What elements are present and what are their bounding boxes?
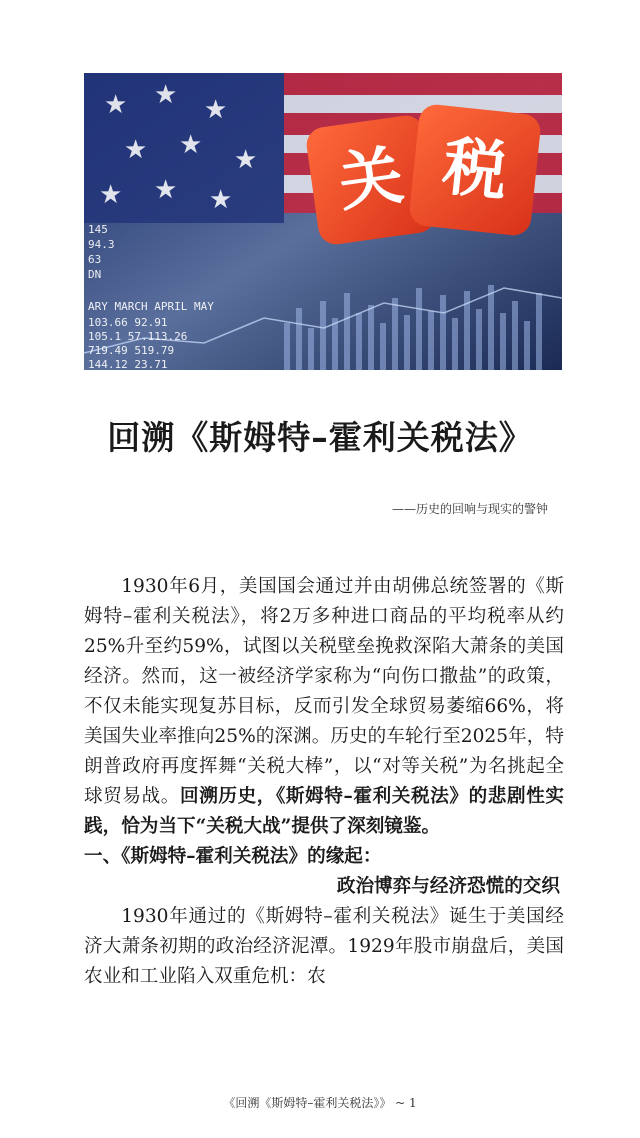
page-footer: 《回溯《斯姆特–霍利关税法》》 ~ 1	[223, 1096, 417, 1110]
svg-text:★: ★	[154, 80, 178, 110]
dice-left-label: 关	[334, 138, 408, 222]
ticker-row: 105.1 57.113.26	[88, 330, 188, 343]
section-subheading: 政治博弈与经济恐慌的交织	[336, 876, 560, 897]
ticker-side: 94.3	[88, 238, 115, 251]
ticker-row: 719.49 519.79	[88, 344, 175, 357]
svg-text:★: ★	[179, 130, 203, 160]
ticker-side: 145	[88, 223, 108, 236]
ticker-row: 144.12 23.71	[88, 358, 168, 370]
svg-text:★: ★	[234, 145, 258, 175]
svg-text:★: ★	[124, 135, 148, 165]
document-title: 回溯《斯姆特–霍利关税法》	[107, 418, 533, 457]
paragraph-intro-bold: 回溯历史，《斯姆特–霍利关税法》的悲剧性实践，恰为当下“关税大战”提供了深刻镜鉴。	[84, 786, 564, 837]
document-body	[84, 572, 564, 992]
hero-image	[84, 73, 562, 370]
svg-text:★: ★	[154, 175, 178, 205]
tariff-illustration	[84, 73, 562, 370]
ticker-months: ARY MARCH APRIL MAY	[88, 300, 214, 313]
ticker-side: 63	[88, 253, 102, 266]
paragraph-section-1: 1930年通过的《斯姆特–霍利关税法》诞生于美国经济大萧条初期的政治经济泥潭。1929年股市崩盘后，美国农业和工业陷入双重危机：农	[84, 906, 564, 987]
paragraph-intro	[84, 572, 564, 842]
ticker-side: DN	[88, 268, 102, 281]
svg-text:★: ★	[204, 95, 228, 125]
paragraph-intro-text: 1930年6月，美国国会通过并由胡佛总统签署的《斯姆特–霍利关税法》，将2万多种进口商品的平均税率从约25%升至约59%，试图以关税壁垒挽救深陷大萧条的美国经济。然而，这一被经济学家称为“向伤口撒盐”的政策，不仅未能实现复苏目标，反而引发全球贸易萎缩66%，将美国失业率推向25%的深渊。历史的车轮行至2025年，特朗普政府再度挥舞“关税大棒”，以“对等关税”为名挑起全球贸易战。	[84, 576, 564, 807]
svg-text:★: ★	[209, 185, 233, 215]
section-heading: 一、《斯姆特–霍利关税法》的缘起：	[84, 846, 382, 867]
svg-text:★: ★	[99, 180, 123, 210]
ticker-row: 103.66 92.91	[88, 316, 168, 329]
dice-right-label: 税	[439, 129, 511, 211]
document-subtitle: ——历史的回响与现实的警钟	[391, 502, 548, 516]
svg-text:★: ★	[104, 90, 128, 120]
